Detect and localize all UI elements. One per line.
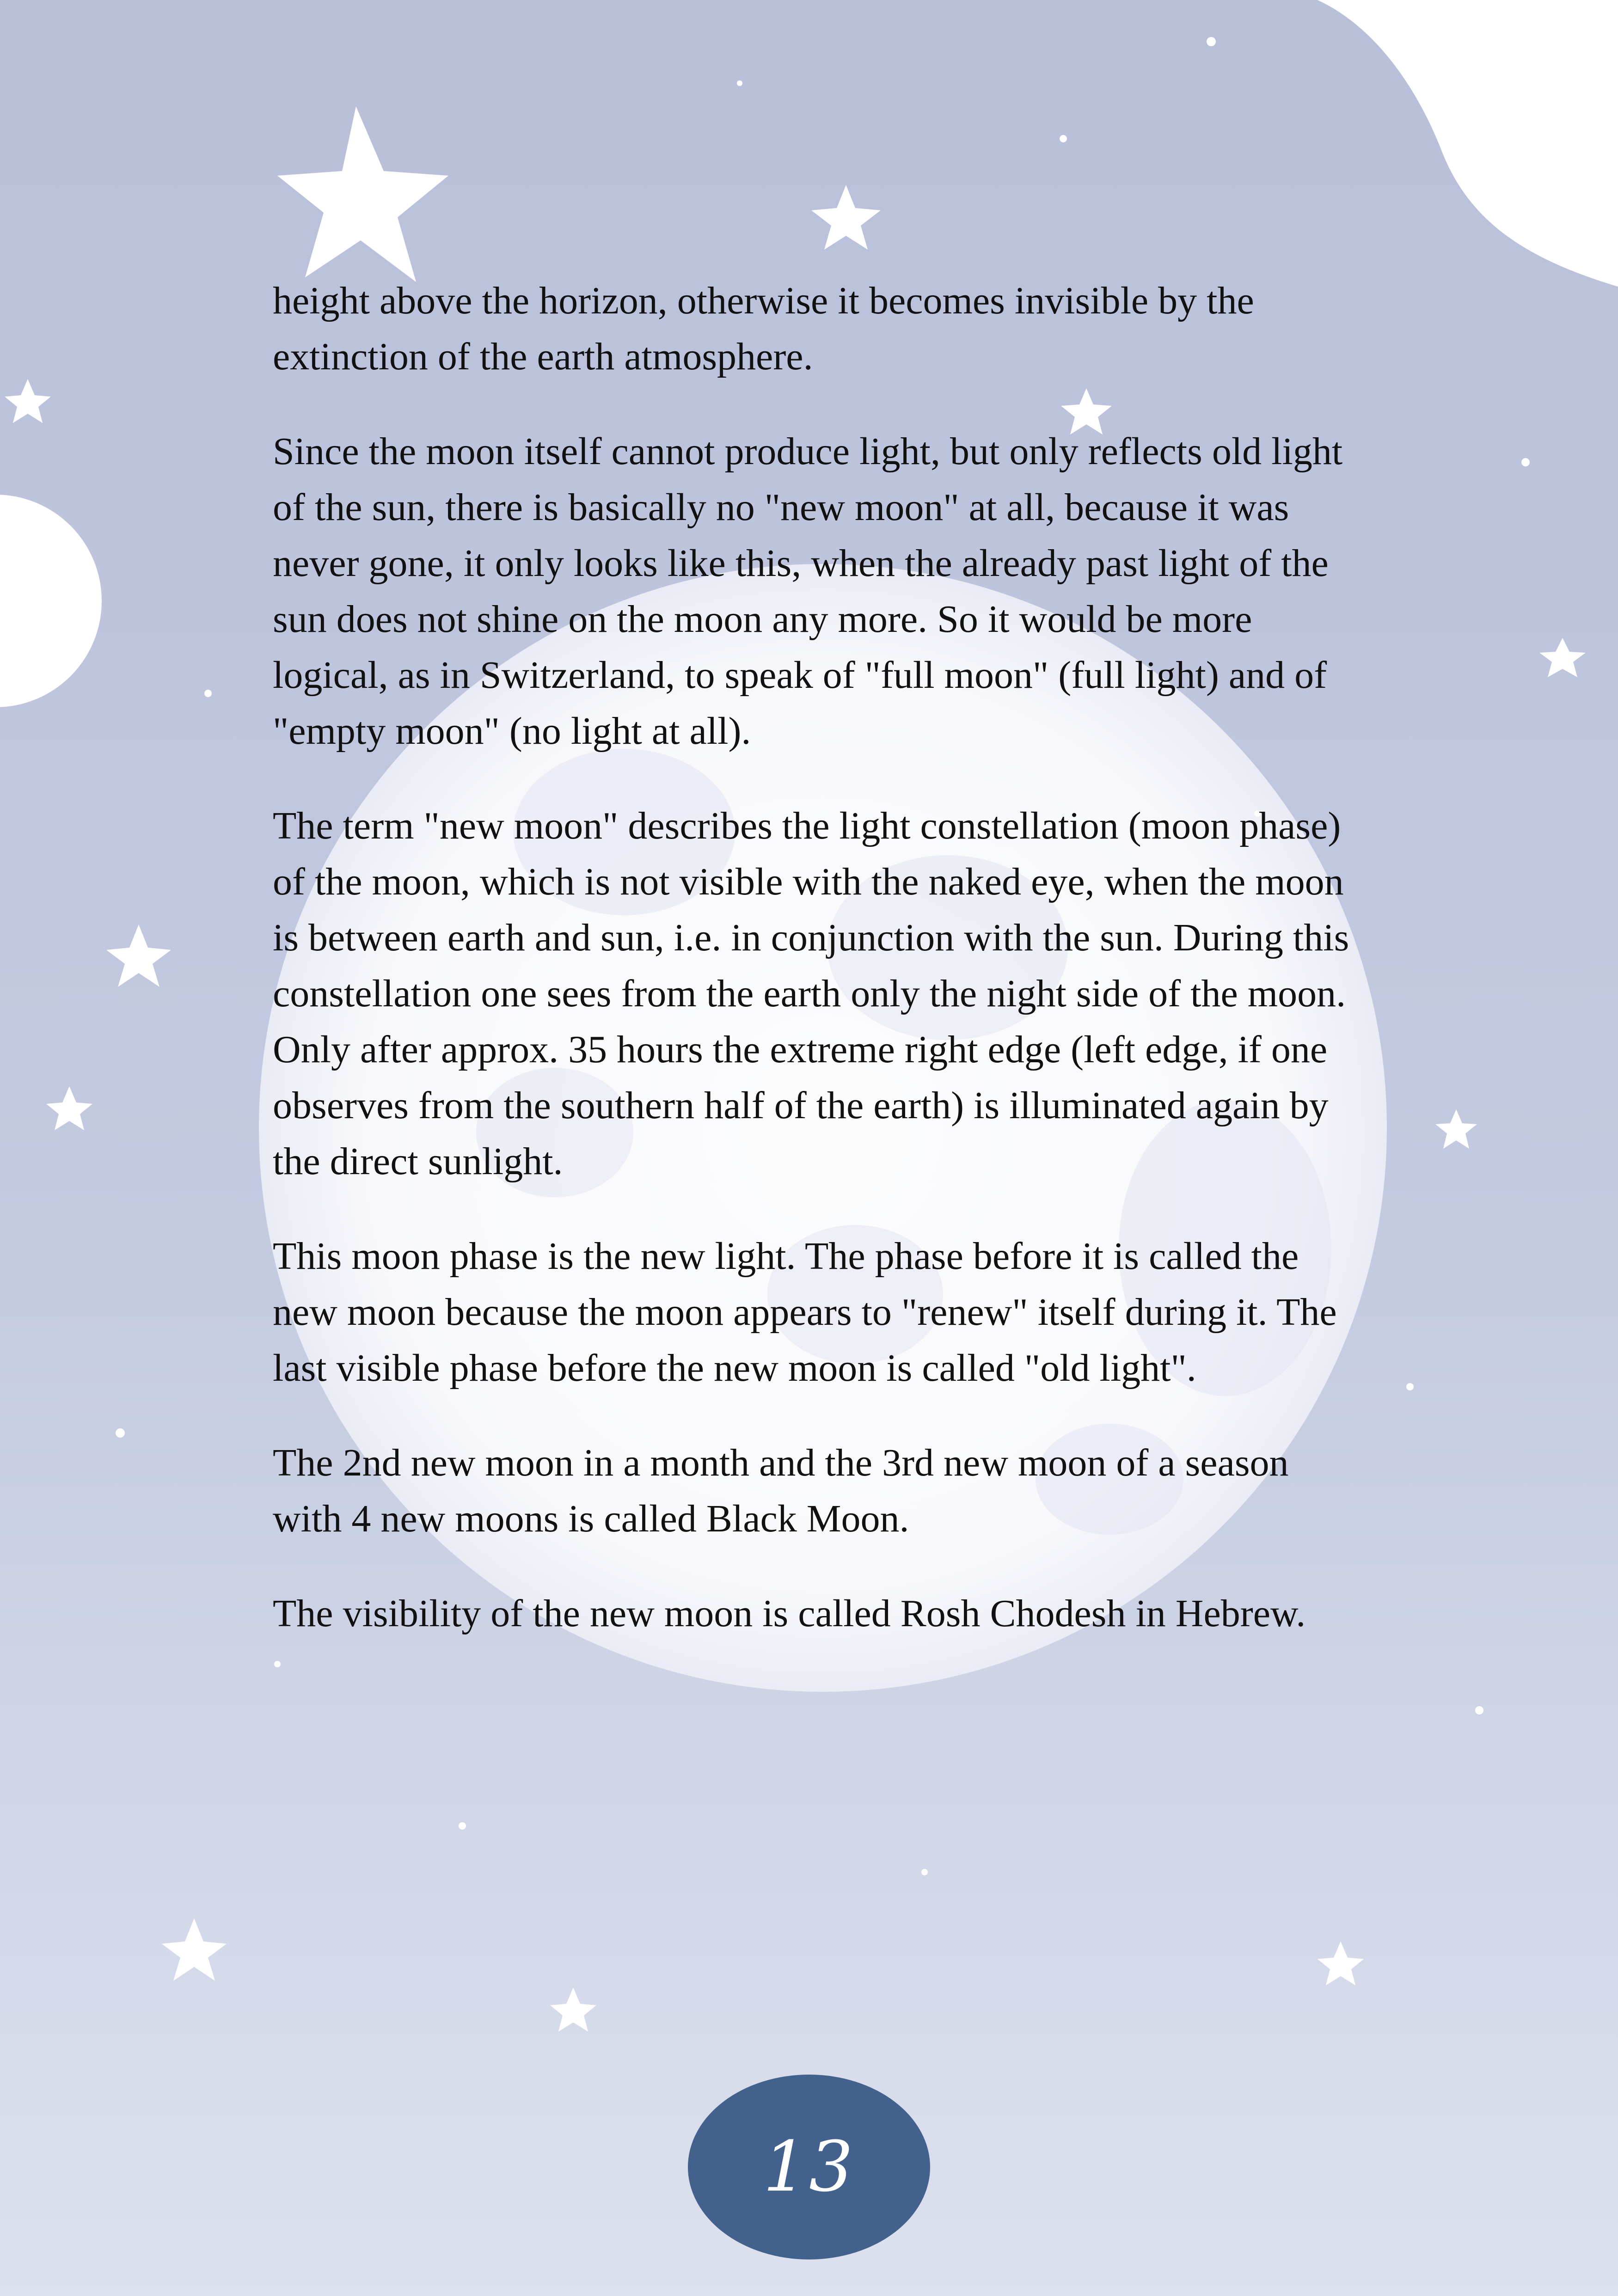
paragraph: This moon phase is the new light. The phase before it is called the new moon because the moon appears to "renew" itself during it. The last visible phase before the new moon is called "old light". — [273, 1235, 1337, 1390]
paragraph: height above the horizon, otherwise it becomes invisible by the extinction of the earth atmosphere. — [273, 279, 1254, 378]
paragraph: The 2nd new moon in a month and the 3rd new moon of a season with 4 new moons is called Black Moon. — [273, 1441, 1289, 1540]
body-text — [273, 273, 1350, 1680]
paragraph: The visibility of the new moon is called Rosh Chodesh in Hebrew. — [273, 1592, 1306, 1635]
paragraph: Since the moon itself cannot produce light, but only reflects old light of the sun, there is basically no "new moon" at all, because it was never gone, it only looks like this, when the already past light of the sun does not shine on the moon any more. So it would be more logical, as in Switzerland, to speak of "full moon" (full light) and of "empty moon" (no light at all). — [273, 430, 1343, 753]
paragraph: The term "new moon" describes the light constellation (moon phase) of the moon, which is not visible with the naked eye, when the moon is between earth and sun, i.e. in conjunction with the sun. During this constellation one sees from the earth only the night side of the moon. Only after approx. 35 hours the extreme right edge (left edge, if one observes from the southern half of the earth) is illuminated again by the direct sunlight. — [273, 804, 1349, 1183]
page-number: 13 — [763, 2127, 855, 2207]
page-number-badge — [688, 2075, 930, 2259]
